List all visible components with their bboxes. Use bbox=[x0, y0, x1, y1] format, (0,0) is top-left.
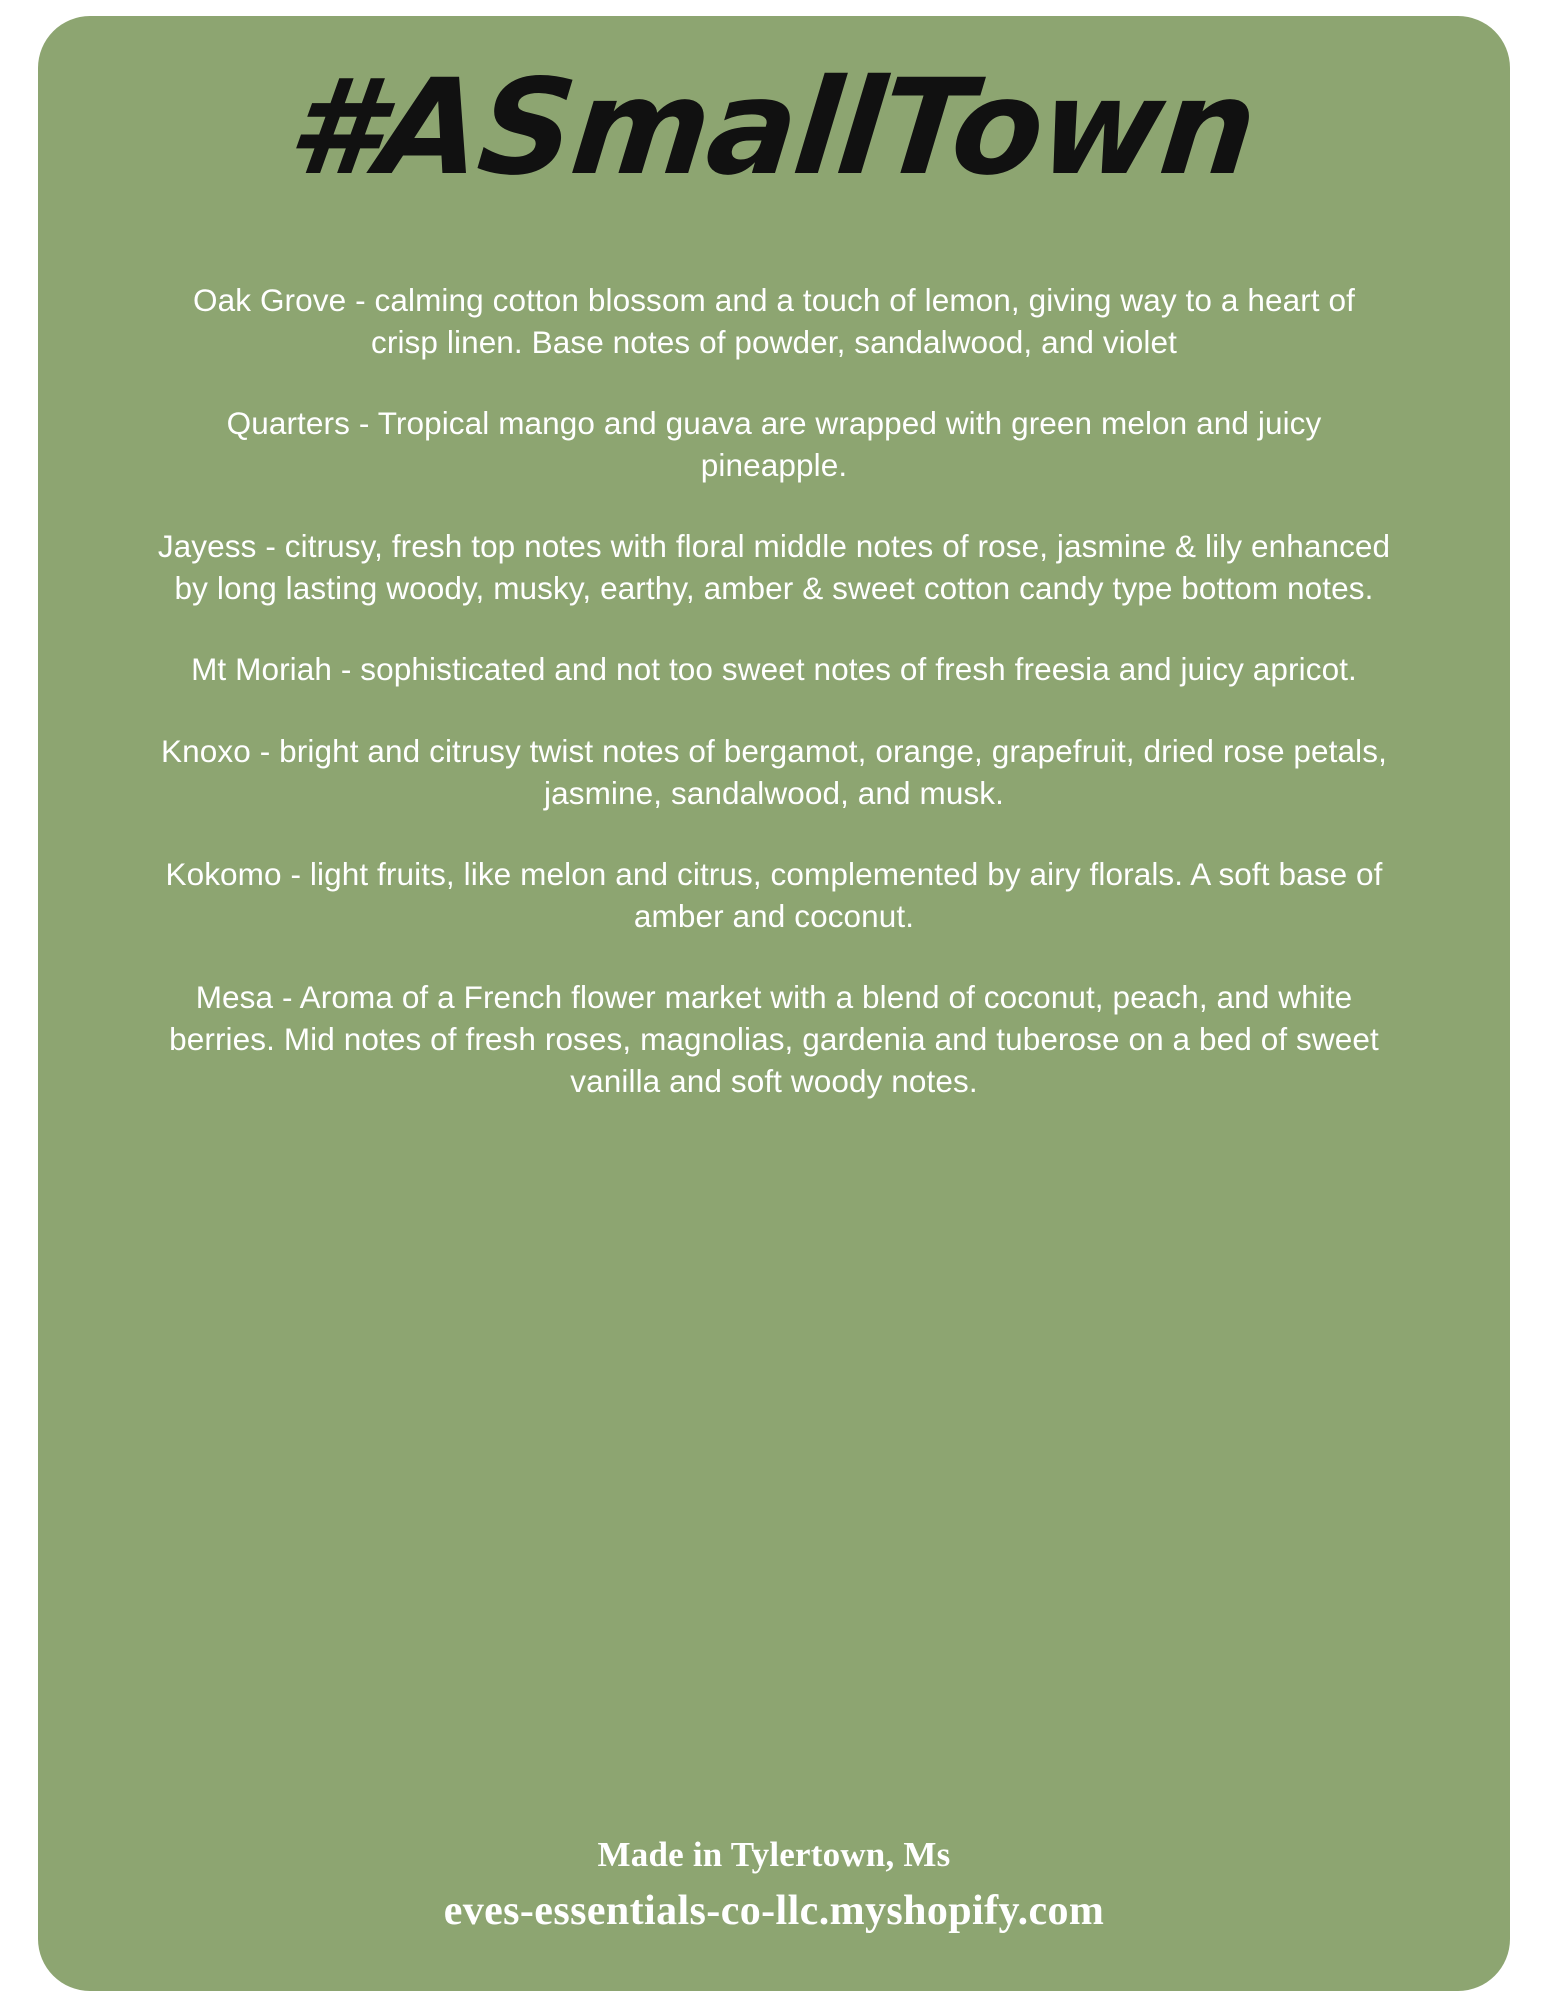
list-item: Oak Grove - calming cotton blossom and a touch of lemon, giving way to a heart of crisp linen. Base notes of powder, sandalwood, and violet bbox=[193, 282, 1355, 360]
list-item: Knoxo - bright and citrusy twist notes of bergamot, orange, grapefruit, dried rose petals, jasmine, sandalwood, and musk. bbox=[161, 733, 1387, 811]
product-label-card bbox=[38, 16, 1510, 1991]
footer bbox=[38, 1835, 1510, 1935]
scent-list bbox=[38, 280, 1510, 1102]
list-item: Mt Moriah - sophisticated and not too sweet notes of fresh freesia and juicy apricot. bbox=[191, 651, 1357, 688]
page-title: #ASmallTown bbox=[281, 51, 1262, 205]
store-url: eves-essentials-co-llc.myshopify.com bbox=[443, 1888, 1105, 1934]
list-item: Quarters - Tropical mango and guava are wrapped with green melon and juicy pineapple. bbox=[226, 405, 1322, 483]
list-item: Mesa - Aroma of a French flower market with a blend of coconut, peach, and white berries. Mid notes of fresh roses, magnolias, gardenia and tuberose on a bed of sweet vanilla and soft woody notes. bbox=[169, 979, 1379, 1099]
list-item: Kokomo - light fruits, like melon and citrus, complemented by airy florals. A soft base of amber and coconut. bbox=[165, 856, 1383, 934]
made-in-text: Made in Tylertown, Ms bbox=[597, 1835, 951, 1874]
list-item: Jayess - citrusy, fresh top notes with floral middle notes of rose, jasmine & lily enhanced by long lasting woody, musky, earthy, amber & sweet cotton candy type bottom notes. bbox=[157, 528, 1391, 606]
